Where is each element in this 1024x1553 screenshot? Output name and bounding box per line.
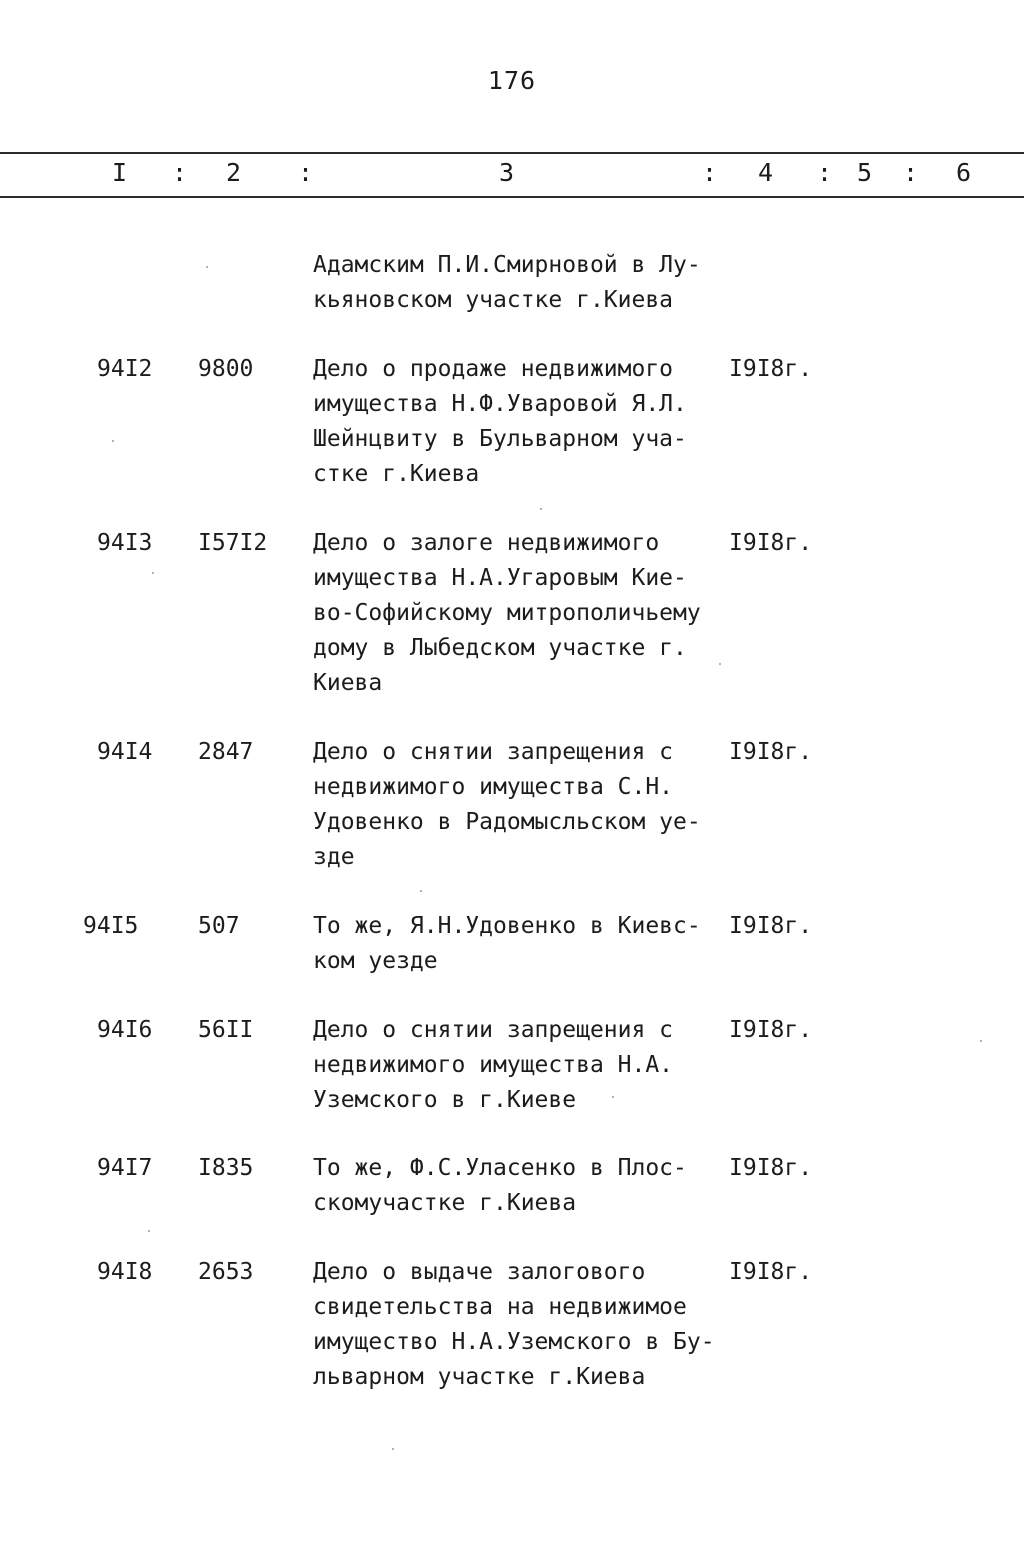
column-header-1: I: [112, 158, 128, 187]
description-line: во-Софийскому митрополичьему: [313, 600, 701, 626]
column-header-3: 3: [499, 158, 515, 187]
entry-description: [313, 352, 687, 492]
header-top-rule: [0, 152, 1024, 154]
description-line: недвижимого имущества Н.А.: [313, 1052, 674, 1078]
description-line: кьяновском участке г.Киева: [313, 287, 674, 313]
old-number: 9800: [198, 356, 254, 382]
old-number: 507: [198, 913, 240, 939]
column-header-6: 6: [956, 158, 972, 187]
entry-number: 94I8: [97, 1259, 153, 1285]
description-line: имущества Н.Ф.Уваровой Я.Л.: [313, 391, 687, 417]
description-line: Дело о снятии запрещения с: [313, 1017, 674, 1043]
old-number: 56II: [198, 1017, 254, 1043]
entry-date: I9I8г.: [729, 530, 813, 556]
header-bottom-rule: [0, 196, 1024, 198]
entry-date: I9I8г.: [729, 739, 813, 765]
scan-speck: [112, 440, 114, 442]
entry-description: [313, 526, 701, 701]
entry-date: I9I8г.: [729, 913, 813, 939]
entry-description: [313, 1255, 715, 1395]
description-line: свидетельства на недвижимое: [313, 1294, 687, 1320]
old-number: I835: [198, 1155, 254, 1181]
column-separator: :: [298, 158, 314, 187]
description-line: Дело о снятии запрещения с: [313, 739, 674, 765]
scan-speck: [980, 1040, 982, 1042]
description-line: льварном участке г.Киева: [313, 1364, 646, 1390]
entry-number: 94I7: [97, 1155, 153, 1181]
page-number: 176: [487, 66, 537, 95]
entry-description: [313, 909, 701, 979]
description-line: стке г.Киева: [313, 461, 480, 487]
entry-number: 94I3: [97, 530, 153, 556]
entry-date: I9I8г.: [729, 1259, 813, 1285]
entry-date: I9I8г.: [729, 1155, 813, 1181]
description-line: То же, Я.Н.Удовенко в Киевс-: [313, 913, 701, 939]
entry-number: 94I2: [97, 356, 153, 382]
description-line: Удовенко в Радомысльском уе-: [313, 809, 701, 835]
entry-date: I9I8г.: [729, 1017, 813, 1043]
scan-speck: [392, 1448, 394, 1450]
description-line: скомучастке г.Киева: [313, 1190, 577, 1216]
entry-number: 94I4: [97, 739, 153, 765]
column-separator: :: [903, 158, 919, 187]
column-separator: :: [817, 158, 833, 187]
description-line: Уземского в г.Киеве: [313, 1087, 577, 1113]
description-line: ком уезде: [313, 948, 438, 974]
column-header-5: 5: [857, 158, 873, 187]
entry-date: I9I8г.: [729, 356, 813, 382]
entry-number: 94I5: [83, 913, 139, 939]
description-line: недвижимого имущества С.Н.: [313, 774, 674, 800]
description-line: имущества Н.А.Угаровым Кие-: [313, 565, 687, 591]
description-line: Дело о выдаче залогового: [313, 1259, 646, 1285]
description-line: зде: [313, 844, 355, 870]
continuation-description: [313, 248, 701, 318]
description-line: дому в Лыбедском участке г.: [313, 635, 687, 661]
column-header-2: 2: [226, 158, 242, 187]
column-separator: :: [172, 158, 188, 187]
description-line: То же, Ф.С.Уласенко в Плос-: [313, 1155, 687, 1181]
scan-speck: [540, 508, 542, 510]
column-header-4: 4: [758, 158, 774, 187]
description-line: Киева: [313, 670, 383, 696]
scan-speck: [420, 890, 422, 892]
scan-speck: [206, 266, 208, 268]
entry-number: 94I6: [97, 1017, 153, 1043]
description-line: Дело о залоге недвижимого: [313, 530, 660, 556]
entry-description: [313, 735, 701, 875]
description-line: Дело о продаже недвижимого: [313, 356, 674, 382]
entry-description: [313, 1151, 687, 1221]
column-separator: :: [702, 158, 718, 187]
scan-speck: [612, 1096, 614, 1098]
description-line: Адамским П.И.Смирновой в Лу-: [313, 252, 701, 278]
entry-description: [313, 1013, 673, 1118]
description-line: Шейнцвиту в Бульварном уча-: [313, 426, 687, 452]
scan-speck: [148, 1230, 150, 1232]
old-number: 2847: [198, 739, 254, 765]
scan-speck: [719, 663, 721, 665]
description-line: имущество Н.А.Уземского в Бу-: [313, 1329, 715, 1355]
scan-speck: [152, 572, 154, 574]
old-number: I57I2: [198, 530, 268, 556]
old-number: 2653: [198, 1259, 254, 1285]
